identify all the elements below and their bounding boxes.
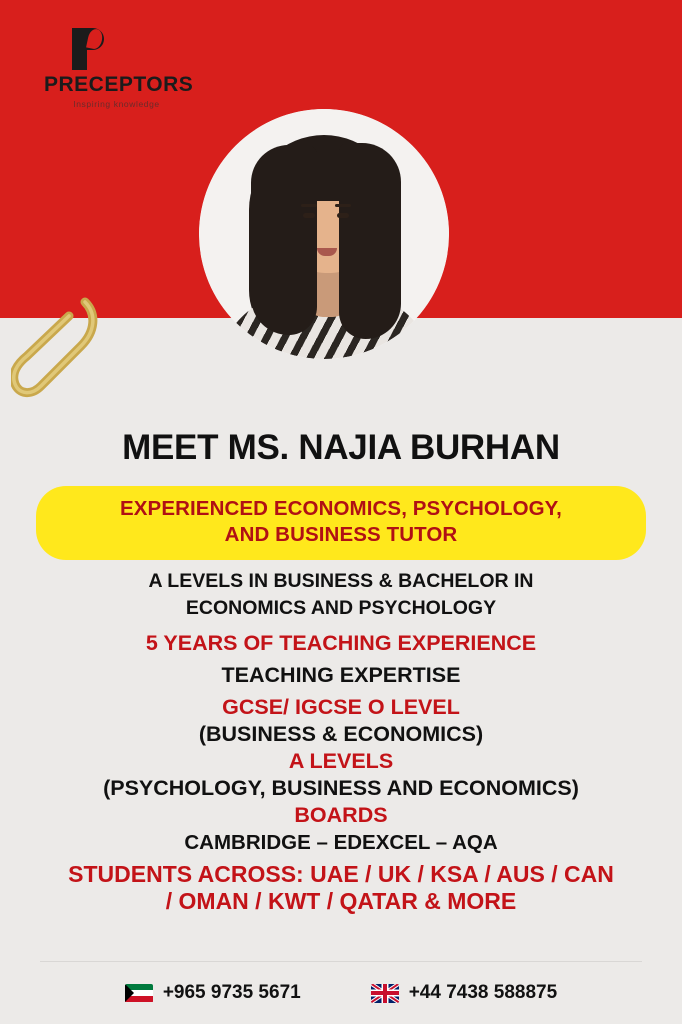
alevels-heading: A LEVELS: [288, 749, 394, 773]
experience-line: 5 YEARS OF TEACHING EXPERIENCE: [145, 631, 537, 655]
page-title: MEET MS. NAJIA BURHAN: [122, 428, 560, 467]
contact-uk-number: +44 7438 588875: [408, 982, 558, 1003]
subtitle-pill: [36, 486, 646, 560]
boards-list: CAMBRIDGE – EDEXCEL – AQA: [184, 831, 498, 854]
gcse-heading: GCSE/ IGCSE O LEVEL: [222, 695, 460, 719]
contact-footer: [0, 962, 682, 1024]
brand-logo: [44, 28, 194, 109]
contact-kuwait-number: +965 9735 5671: [162, 982, 301, 1003]
gcse-subjects: (BUSINESS & ECONOMICS): [198, 722, 484, 746]
contact-kuwait[interactable]: [125, 982, 301, 1004]
alevels-subjects: (PSYCHOLOGY, BUSINESS AND ECONOMICS): [103, 776, 579, 800]
qualification-line-1: A LEVELS IN BUSINESS & BACHELOR IN: [148, 570, 534, 592]
boards-heading: BOARDS: [294, 803, 388, 827]
expertise-heading: TEACHING EXPERTISE: [221, 663, 461, 687]
qualification-line-2: ECONOMICS AND PSYCHOLOGY: [185, 597, 497, 619]
subtitle-line-1: EXPERIENCED ECONOMICS, PSYCHOLOGY,: [120, 497, 562, 520]
contact-uk[interactable]: [371, 982, 557, 1004]
kuwait-flag-icon: [125, 984, 153, 1003]
uk-flag-icon: [371, 984, 399, 1003]
brand-name: PRECEPTORS: [44, 73, 194, 96]
flame-p-logo-icon: [72, 28, 112, 70]
subtitle-line-2: AND BUSINESS TUTOR: [224, 523, 458, 546]
tutor-portrait: [199, 109, 449, 359]
brand-tagline: Inspiring knowledge: [73, 99, 160, 109]
students-line-1: STUDENTS ACROSS: UAE / UK / KSA / AUS / CAN: [68, 861, 614, 887]
students-line-2: / OMAN / KWT / QATAR & MORE: [165, 888, 517, 914]
details-block: [0, 568, 682, 915]
paperclip-icon: [11, 288, 101, 418]
